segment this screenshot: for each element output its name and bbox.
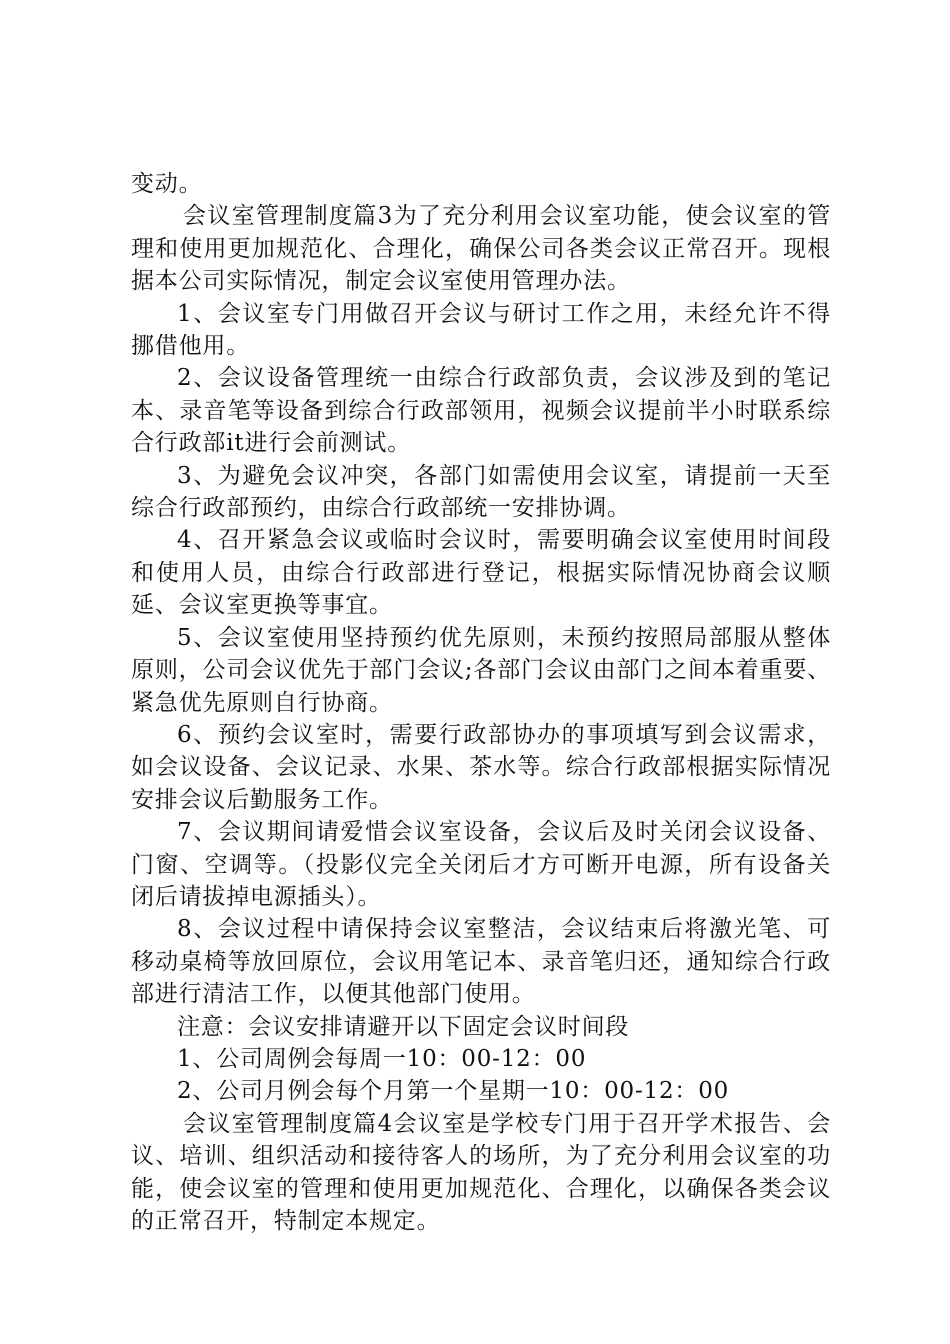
paragraph-rule-1: 1、会议室专门用做召开会议与研讨工作之用，未经允许不得挪借他用。 [131,300,831,360]
paragraph-rule-2: 2、会议设备管理统一由综合行政部负责，会议涉及到的笔记本、录音笔等设备到综合行政部领用，视频会议提前半小时联系综合行政部it进行会前测试。 [131,365,831,457]
paragraph-note: 注意：会议安排请避开以下固定会议时间段 [177,1013,630,1040]
paragraph-rule-3: 3、为避免会议冲突，各部门如需使用会议室，请提前一天至综合行政部预约，由综合行政部统一安排协调。 [131,462,831,522]
paragraph-section-3-intro: 会议室管理制度篇3为了充分利用会议室功能，使会议室的管理和使用更加规范化、合理化，确保公司各类会议正常召开。现根据本公司实际情况，制定会议室使用管理办法。 [131,203,831,295]
paragraph-rule-5: 5、会议室使用坚持预约优先原则，未预约按照局部服从整体原则，公司会议优先于部门会议;各部门会议由部门之间本着重要、紧急优先原则自行协商。 [131,624,831,716]
paragraph-monthly-meeting: 2、公司月例会每个月第一个星期一10：00-12：00 [177,1078,730,1105]
document-page [131,168,831,1237]
paragraph-weekly-meeting: 1、公司周例会每周一10：00-12：00 [177,1045,587,1072]
paragraph-continuation: 变动。 [131,171,203,197]
paragraph-rule-7: 7、会议期间请爱惜会议室设备，会议后及时关闭会议设备、门窗、空调等。（投影仪完全关闭后才方可断开电源，所有设备关闭后请拔掉电源插头）。 [131,819,831,910]
paragraph-rule-6: 6、预约会议室时，需要行政部协办的事项填写到会议需求，如会议设备、会议记录、水果、茶水等。综合行政部根据实际情况安排会议后勤服务工作。 [131,721,831,813]
paragraph-section-4-intro: 会议室管理制度篇4会议室是学校专门用于召开学术报告、会议、培训、组织活动和接待客人的场所，为了充分利用会议室的功能，使会议室的管理和使用更加规范化、合理化，以确保各类会议的正常召开，特制定本规定。 [131,1110,831,1234]
paragraph-rule-8: 8、会议过程中请保持会议室整洁，会议结束后将激光笔、可移动桌椅等放回原位，会议用笔记本、录音笔归还，通知综合行政部进行清洁工作，以便其他部门使用。 [131,916,831,1008]
paragraph-rule-4: 4、召开紧急会议或临时会议时，需要明确会议室使用时间段和使用人员，由综合行政部进行登记，根据实际情况协商会议顺延、会议室更换等事宜。 [131,527,831,619]
